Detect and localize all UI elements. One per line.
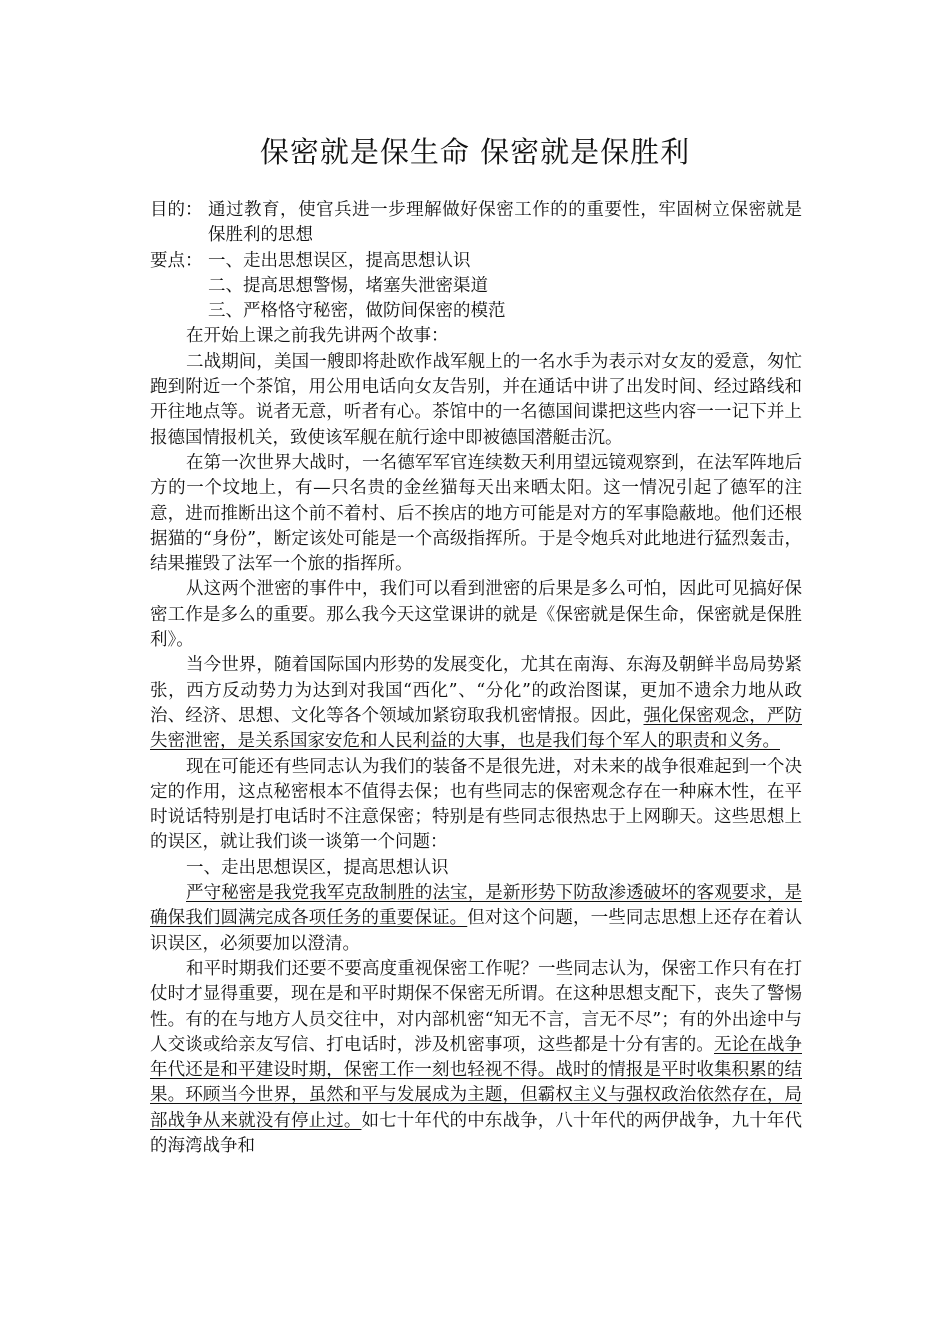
document-body [150, 198, 802, 1159]
peacetime-underlined: 无论在战争年代还是和平建设时期，保密工作一刻也轻视不得。战时的情报是平时收集积累的结果。环顾当今世界，虽然和平与发展成为主题，但霸权主义与强权政治依然存在，局部战争从来就没有停止过。 [150, 1034, 802, 1131]
keypoint-item-2: 二、提高思想警惕，堵塞失泄密渠道 [208, 275, 488, 296]
section-heading-1: 一、走出思想误区，提高思想认识 [186, 857, 449, 878]
paragraph-secrecy-importance [150, 881, 802, 957]
purpose-row [150, 198, 802, 249]
paragraph-peacetime [150, 957, 802, 1159]
peacetime-text: 和平时期我们还要不要高度重视保密工作呢？一些同志认为，保密工作只有在打仗时才显得重要，现在是和平时期保不保密无所谓。在这种思想支配下，丧失了警惕性。有的在与地方人员交往中，对内部机密“知无不言，言无不尽”；有的外出途中与人交谈或给亲友写信、打电话时，涉及机密事项，这些都是十分有害的。 [150, 958, 802, 1055]
paragraph-misconceptions: 现在可能还有些同志认为我们的装备不是很先进，对未来的战争很难起到一个决定的作用，这点秘密根本不值得去保；也有些同志的保密观念存在一种麻木性，在平时说话特别是打电话时不注意保密；特别是有些同志很热忠于上网聊天。这些思想上的误区，就让我们谈一谈第一个问题： [150, 756, 802, 853]
paragraph-lesson: 从这两个泄密的事件中，我们可以看到泄密的后果是多么可怕，因此可见搞好保密工作是多么的重要。那么我今天这堂课讲的就是《保密就是保生命，保密就是保胜利》。 [150, 579, 802, 651]
secrecy-importance-text: 但对这个问题，一些同志思想上还存在着认识误区，必须要加以澄清。 [150, 908, 802, 954]
paragraph-world-situation [150, 653, 802, 754]
paragraph-story-1: 二战期间，美国一艘即将赴欧作战军舰上的一名水手为表示对女友的爱意，匆忙跑到附近一个茶馆，用公用电话向女友告别，并在通话中讲了出发时间、经过路线和开往地点等。说者无意，听者有心。茶馆中的一名德国间谍把这些内容一一记下并上报德国情报机关，致使该军舰在航行途中即被德国潜艇击沉。 [150, 351, 802, 448]
purpose-text: 通过教育，使官兵进一步理解做好保密工作的的重要性，牢固树立保密就是保胜利的思想 [208, 200, 802, 246]
paragraph-intro: 在开始上课之前我先讲两个故事： [186, 326, 449, 347]
secrecy-importance-underlined: 严守秘密是我党我军克敌制胜的法宝，是新形势下防敌渗透破坏的客观要求，是确保我们圆满完成各项任务的重要保证。 [150, 883, 802, 929]
purpose-label: 目的： [150, 200, 203, 220]
paragraph-story-2: 在第一次世界大战时，一名德军军官连续数天利用望远镜观察到，在法军阵地后方的一个坟地上，有—只名贵的金丝猫每天出来晒太阳。这一情况引起了德军的注意，进而推断出这个前不着村、后不挨店的地方可能是对方的军事隐蔽地。他们还根据猫的“身份”，断定该处可能是一个高级指挥所。于是令炮兵对此地进行猛烈轰击，结果摧毁了法军一个旅的指挥所。 [150, 452, 802, 575]
keypoint-item-1: 一、走出思想误区，提高思想认识 [208, 250, 471, 271]
page-title: 保密就是保生命 保密就是保胜利 [259, 135, 691, 169]
world-situation-text: 当今世界，随着国际国内形势的发展变化，尤其在南海、东海及朝鲜半岛局势紧张，西方反动势力为达到对我国“西化”、“分化”的政治图谋，更加不遗余力地从政治、经济、思想、文化等各个领域加紧窃取我机密情报。因此， [150, 655, 802, 726]
keypoints-label: 要点： [150, 250, 203, 271]
keypoint-item-3: 三、严格恪守秘密，做防间保密的模范 [208, 301, 506, 322]
world-situation-underlined: 强化保密观念，严防失密泄密，是关系国家安危和人民利益的大事，也是我们每个军人的职责和义务。 [150, 705, 802, 752]
peacetime-text-end: 如七十年代的中东战争，八十年代的两伊战争，九十年代的海湾战争和 [150, 1110, 802, 1156]
keypoints-row [150, 249, 802, 274]
